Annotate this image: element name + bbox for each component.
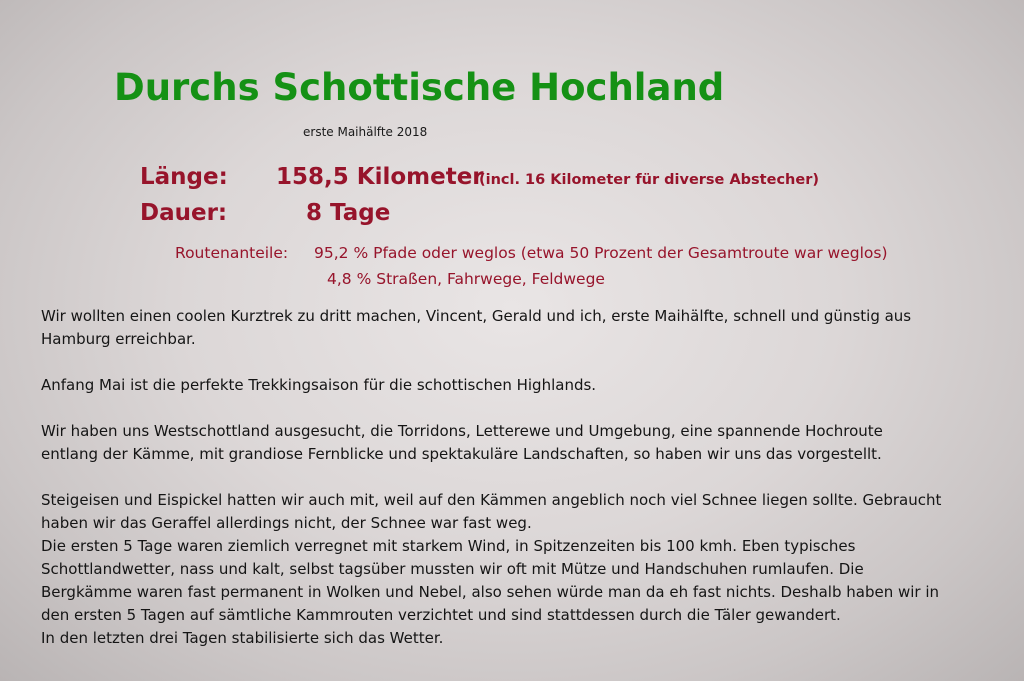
text-line: haben wir das Geraffel allerdings nicht, der Schnee war fast weg. xyxy=(41,514,532,532)
route-share-trails: 95,2 % Pfade oder weglos (etwa 50 Prozent der Gesamtroute war weglos) xyxy=(314,244,888,262)
paragraph-weather xyxy=(41,489,1001,650)
duration-value: 8 Tage xyxy=(306,200,391,226)
text-line: Wir wollten einen coolen Kurztrek zu dritt machen, Vincent, Gerald und ich, erste Maihälfte, schnell und günstig aus xyxy=(41,307,912,325)
text-line: Schottlandwetter, nass und kalt, selbst tagsüber mussten wir oft mit Mütze und Handschuhen rumlaufen. Die xyxy=(41,560,864,578)
page-title: Durchs Schottische Hochland xyxy=(114,66,725,109)
route-share-label: Routenanteile: xyxy=(175,244,289,262)
length-label: Länge: xyxy=(140,164,228,190)
text-line: den ersten 5 Tagen auf sämtliche Kammrouten verzichtet und sind stattdessen durch die Täler gewandert. xyxy=(41,606,841,624)
text-line: Anfang Mai ist die perfekte Trekkingsaison für die schottischen Highlands. xyxy=(41,376,597,394)
trip-date: erste Maihälfte 2018 xyxy=(303,125,428,139)
paragraph-region xyxy=(41,420,1001,466)
text-line: Bergkämme waren fast permanent in Wolken und Nebel, also sehen würde man da eh fast nichts. Deshalb haben wir in xyxy=(41,583,940,601)
text-line: In den letzten drei Tagen stabilisierte sich das Wetter. xyxy=(41,629,444,647)
length-note: (incl. 16 Kilometer für diverse Abstecher) xyxy=(479,172,819,188)
text-line: Hamburg erreichbar. xyxy=(41,330,196,348)
length-value: 158,5 Kilometer xyxy=(276,164,484,190)
trip-description xyxy=(41,305,1001,673)
text-line: Die ersten 5 Tage waren ziemlich verregnet mit starkem Wind, in Spitzenzeiten bis 100 kmh. Eben typisches xyxy=(41,537,856,555)
text-line: Wir haben uns Westschottland ausgesucht, die Torridons, Letterewe und Umgebung, eine spannende Hochroute xyxy=(41,422,883,440)
text-line: entlang der Kämme, mit grandiose Fernblicke und spektakuläre Landschaften, so haben wir uns das vorgestellt. xyxy=(41,445,882,463)
route-share-roads: 4,8 % Straßen, Fahrwege, Feldwege xyxy=(327,270,605,288)
paragraph-season xyxy=(41,374,1001,397)
duration-label: Dauer: xyxy=(140,200,228,226)
text-line: Steigeisen und Eispickel hatten wir auch mit, weil auf den Kämmen angeblich noch viel Schnee liegen sollte. Gebraucht xyxy=(41,491,942,509)
paragraph-intro xyxy=(41,305,1001,351)
